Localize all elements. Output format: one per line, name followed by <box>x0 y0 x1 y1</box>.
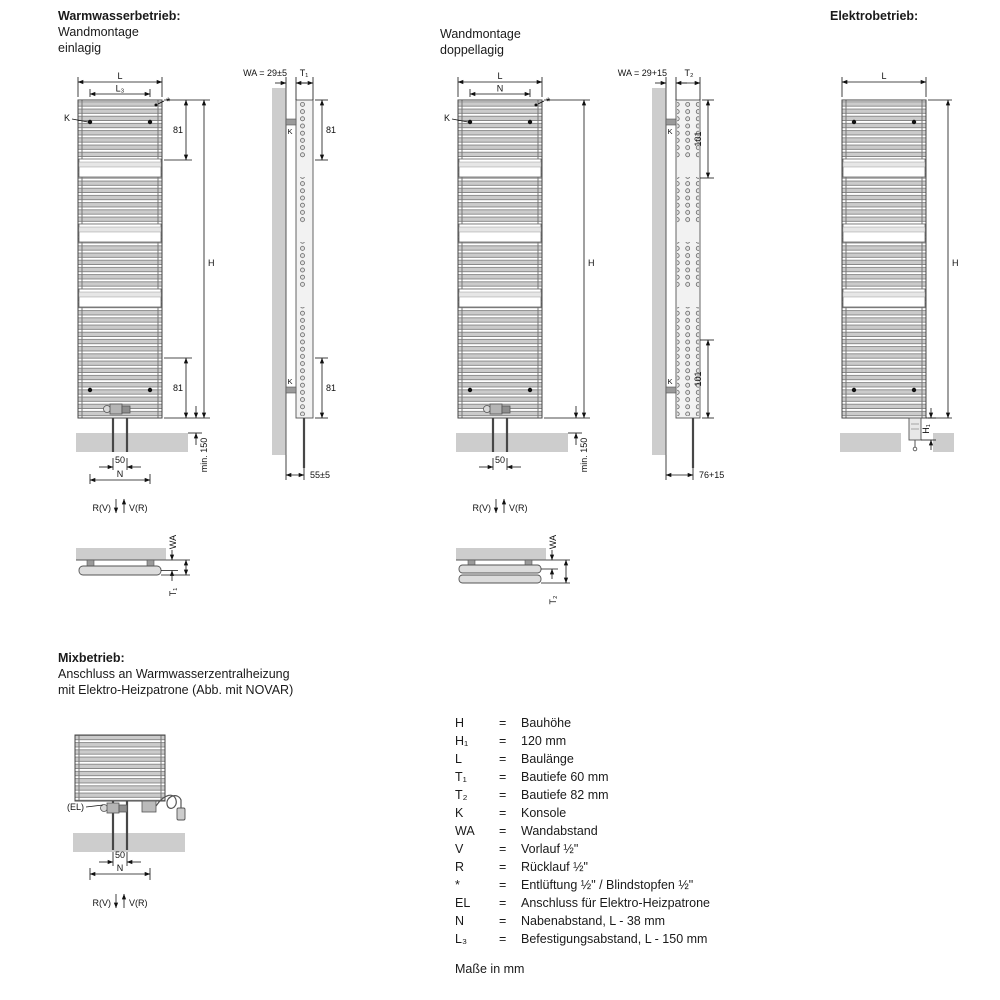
legend-row <box>455 752 710 770</box>
dim-label-H: H <box>208 258 215 268</box>
dim-label-76: 76+15 <box>699 470 725 480</box>
dim-label-H1: H₁ <box>921 424 931 434</box>
floor-band <box>76 433 188 452</box>
wall-band <box>76 548 166 560</box>
towel-gap <box>459 224 541 242</box>
dim-min150 <box>188 406 209 472</box>
dim-label-L: L <box>497 71 503 81</box>
legend-description: Baulänge <box>521 752 574 766</box>
bracket <box>666 387 676 393</box>
radiator-front-electric <box>842 100 926 418</box>
vent-plug-dot <box>535 104 538 107</box>
towel-gap <box>459 289 541 307</box>
legend-description: Bautiefe 60 mm <box>521 770 609 784</box>
legend-description: Entlüftung ½" / Blindstopfen ½" <box>521 878 694 892</box>
units-note: Maße in mm <box>455 962 525 976</box>
floor-band <box>840 433 954 452</box>
dim-81-top-side <box>315 100 336 160</box>
towel-gap <box>843 159 925 177</box>
dim-label-L: L <box>881 71 887 81</box>
label-RV: R(V) <box>92 898 111 908</box>
dim-T1-plan <box>161 560 190 596</box>
bracket <box>525 560 532 565</box>
section-subtitle: Anschluss an Warmwasserzentralheizung <box>58 667 290 681</box>
dim-label-81: 81 <box>172 383 183 393</box>
dim-label-50: 50 <box>494 455 506 465</box>
dim-label-K: K <box>443 113 450 123</box>
legend-row <box>455 788 710 806</box>
radiator-front-single <box>78 100 162 418</box>
towel-gap <box>79 289 161 307</box>
dim-81-top <box>164 100 192 160</box>
fig3-front-view <box>840 71 959 453</box>
section-subtitle: Wandmontage <box>58 25 139 39</box>
wall-band <box>272 88 286 455</box>
dim-label-55: 55±5 <box>310 470 330 480</box>
dim-76 <box>666 455 724 480</box>
bracket-dot <box>88 388 92 392</box>
section-subtitle: doppellagig <box>440 43 504 57</box>
dim-H <box>544 100 595 418</box>
fig4-mix-view <box>67 735 185 908</box>
legend-symbol: H <box>455 716 465 730</box>
bracket-dot <box>912 388 916 392</box>
legend-row <box>455 842 710 860</box>
dim-label-N: N <box>116 863 124 873</box>
legend-description: Rücklauf ½" <box>521 860 588 874</box>
dim-T1-side <box>296 68 313 100</box>
dim-label-L: L <box>117 71 123 81</box>
legend-row <box>455 896 710 914</box>
bracket-dot <box>528 120 532 124</box>
dim-T2-side <box>676 68 700 100</box>
section-subtitle: mit Elektro-Heizpatrone (Abb. mit NOVAR) <box>58 683 294 697</box>
legend-equals: = <box>499 716 507 730</box>
dim-label-L3: L₃ <box>115 83 125 94</box>
callout-EL <box>67 802 103 812</box>
dim-N <box>90 863 150 880</box>
towel-gap <box>843 224 925 242</box>
radiator-front-mix <box>75 735 165 801</box>
flow-return-labels <box>93 499 148 513</box>
wall-band <box>652 88 666 455</box>
valve-assembly <box>101 803 128 813</box>
dim-label-101: 101 <box>693 131 703 147</box>
legend-equals: = <box>499 770 507 784</box>
legend-description: Vorlauf ½" <box>521 842 579 856</box>
legend-equals: = <box>499 842 507 856</box>
dim-label-T1: T₁ <box>168 587 178 597</box>
dim-label-H: H <box>952 258 959 268</box>
label-RV: R(V) <box>92 503 111 513</box>
dim-label-WA: WA <box>548 534 558 550</box>
legend-description: 120 mm <box>521 734 567 748</box>
dim-50 <box>479 455 521 470</box>
dim-L <box>842 71 926 97</box>
dim-label-WA: WA = 29±5 <box>243 68 287 78</box>
legend-description: Bautiefe 82 mm <box>521 788 609 802</box>
dim-81-bottom-side <box>315 358 336 418</box>
legend-description: Anschluss für Elektro-Heizpatrone <box>521 896 710 910</box>
dim-label-81: 81 <box>326 383 337 393</box>
legend-row <box>455 806 710 824</box>
towel-gap <box>843 289 925 307</box>
bracket-dot <box>468 388 472 392</box>
dim-label-EL: (EL) <box>66 802 84 812</box>
legend-symbol: R <box>455 860 465 874</box>
dim-label-50: 50 <box>114 850 126 860</box>
towel-gap <box>79 224 161 242</box>
radiator-plan-tube-front <box>459 575 541 583</box>
towel-gap <box>79 159 161 177</box>
legend-row <box>455 914 710 932</box>
dim-label-min150: min. 150 <box>579 437 589 473</box>
radiator-front-double <box>458 100 542 418</box>
legend-equals: = <box>499 860 507 874</box>
legend-row <box>455 824 710 842</box>
legend-symbol: * <box>455 878 460 892</box>
bracket-dot <box>148 388 152 392</box>
dim-label-101: 101 <box>693 371 703 387</box>
dim-50 <box>99 455 141 470</box>
dim-label-81: 81 <box>172 125 183 135</box>
legend-row <box>455 932 710 950</box>
dim-label-star: * <box>166 96 171 108</box>
section-title: Warmwasserbetrieb: <box>58 9 181 23</box>
bracket <box>666 119 676 125</box>
legend-symbol: L₃ <box>455 932 468 946</box>
floor-band <box>73 833 185 852</box>
section-title: Elektrobetrieb: <box>830 9 919 23</box>
dim-label-H: H <box>588 258 595 268</box>
bracket <box>468 560 475 565</box>
dim-81-bottom <box>164 358 192 418</box>
vent-plug-dot <box>155 104 158 107</box>
dim-label-min150: min. 150 <box>199 437 209 473</box>
legend-equals: = <box>499 824 507 838</box>
legend-row <box>455 734 710 752</box>
dim-H <box>164 100 215 418</box>
fig2-top-view <box>456 535 570 605</box>
dim-T2-plan <box>541 560 570 605</box>
label-VR: V(R) <box>509 503 528 513</box>
legend-symbol: T₁ <box>455 770 467 784</box>
legend-symbol: WA <box>455 824 475 838</box>
dim-L3 <box>90 84 150 98</box>
legend-description: Befestigungsabstand, L - 150 mm <box>521 932 708 946</box>
legend-symbol: H₁ <box>455 734 469 748</box>
dim-label-K: K <box>667 377 673 386</box>
flow-return-labels <box>473 499 528 513</box>
label-RV: R(V) <box>472 503 491 513</box>
bracket-dot <box>148 120 152 124</box>
dim-label-50: 50 <box>114 455 126 465</box>
dim-N <box>90 469 150 484</box>
dim-label-K: K <box>287 127 293 136</box>
legend-row <box>455 878 710 896</box>
bracket-dot <box>852 120 856 124</box>
dim-label-WA: WA = 29+15 <box>617 68 667 78</box>
bracket <box>87 560 94 566</box>
dim-label-T2: T₂ <box>548 595 558 605</box>
legend-equals: = <box>499 914 507 928</box>
bracket-dot <box>88 120 92 124</box>
legend-row <box>455 770 710 788</box>
dim-label-T2: T₂ <box>684 68 694 78</box>
dim-label-star: * <box>546 96 551 108</box>
radiator-plan-tube-rear <box>459 565 541 573</box>
legend-equals: = <box>499 896 507 910</box>
legend-symbol: T₂ <box>455 788 468 802</box>
legend-description: Bauhöhe <box>521 716 572 730</box>
legend-symbol: EL <box>455 896 471 910</box>
legend-symbol: N <box>455 914 465 928</box>
dim-55 <box>286 455 330 480</box>
dim-label-K: K <box>667 127 673 136</box>
fig2-front-view <box>444 71 595 513</box>
legend-equals: = <box>499 788 507 802</box>
legend-row <box>455 860 710 878</box>
bracket-dot <box>912 120 916 124</box>
bracket-dot <box>852 388 856 392</box>
fig2-side-view <box>618 68 724 480</box>
bracket <box>147 560 154 566</box>
dim-N-top <box>470 84 530 98</box>
legend-row <box>455 716 710 734</box>
legend-equals: = <box>499 806 507 820</box>
dim-min150 <box>568 406 589 472</box>
bracket <box>286 119 296 125</box>
dim-label-K: K <box>63 113 70 123</box>
section-subtitle: Wandmontage <box>440 27 521 41</box>
dim-label-WA: WA <box>168 534 178 550</box>
electric-heating-element <box>901 418 933 453</box>
dim-label-T1: T₁ <box>299 68 309 78</box>
label-VR: V(R) <box>129 898 148 908</box>
bracket-dot <box>528 388 532 392</box>
legend-symbol: L <box>455 752 462 766</box>
legend-description: Nabenabstand, L - 38 mm <box>521 914 666 928</box>
legend-equals: = <box>499 878 507 892</box>
fig1-side-view <box>243 68 336 480</box>
label-VR: V(R) <box>129 503 148 513</box>
wall-band <box>456 548 546 560</box>
section-subtitle: einlagig <box>58 41 102 55</box>
dim-label-K: K <box>287 377 293 386</box>
towel-gap <box>459 159 541 177</box>
legend-equals: = <box>499 734 507 748</box>
dim-label-N: N <box>496 83 504 94</box>
legend-description: Konsole <box>521 806 567 820</box>
legend <box>455 716 710 950</box>
section-title: Mixbetrieb: <box>58 651 125 665</box>
legend-description: Wandabstand <box>521 824 598 838</box>
legend-symbol: K <box>455 806 464 820</box>
legend-equals: = <box>499 932 507 946</box>
fig1-top-view <box>76 535 190 596</box>
power-plug-icon <box>177 808 185 820</box>
bracket-dot <box>468 120 472 124</box>
fig1-front-view <box>64 71 215 513</box>
bracket <box>286 387 296 393</box>
dim-label-81: 81 <box>326 125 337 135</box>
flow-return-labels <box>93 894 148 908</box>
legend-equals: = <box>499 752 507 766</box>
legend-symbol: V <box>455 842 464 856</box>
dim-H <box>928 100 959 418</box>
dim-label-N: N <box>116 469 124 479</box>
radiator-plan-tube <box>79 566 161 575</box>
floor-band <box>456 433 568 452</box>
